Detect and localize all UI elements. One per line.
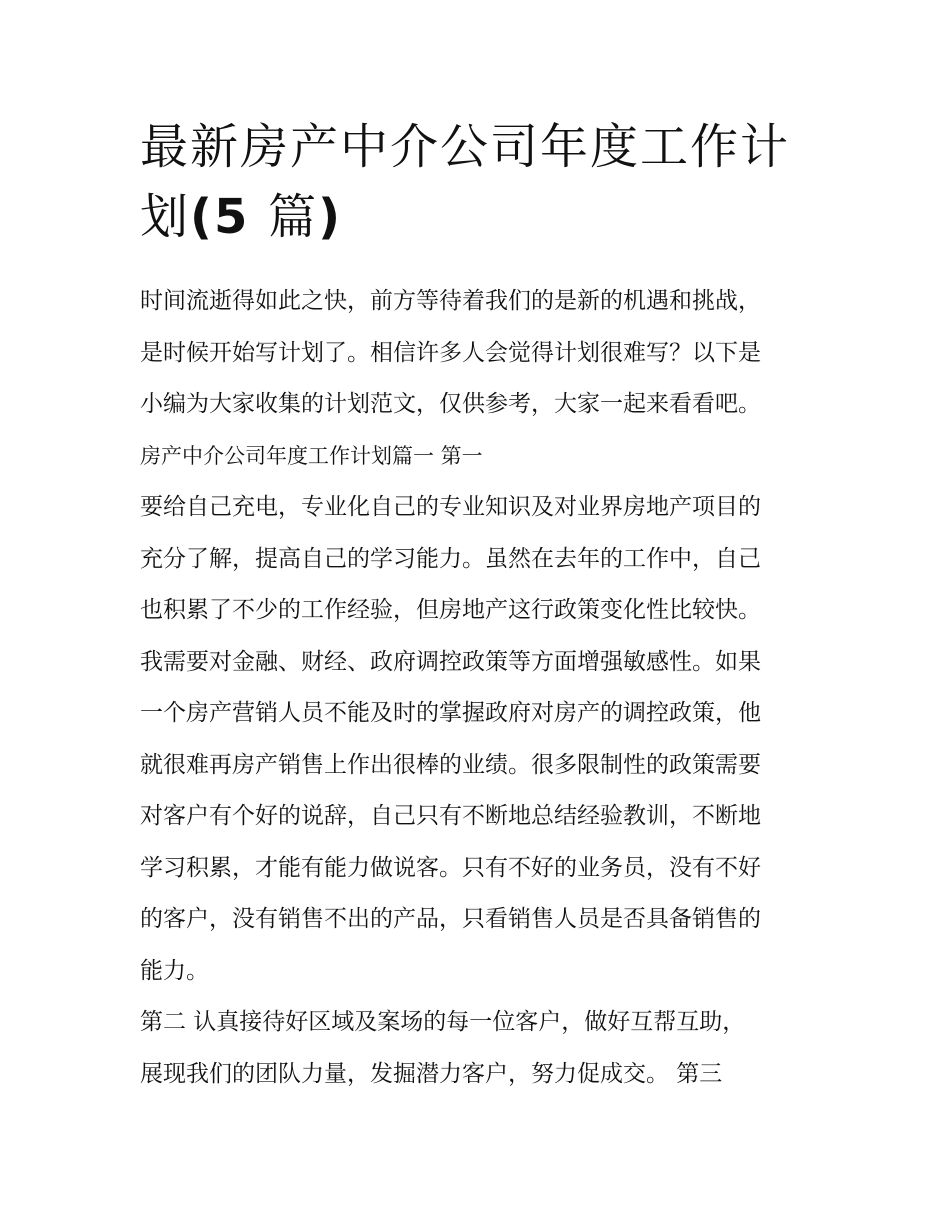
title-line-2-end: ) [318, 189, 343, 245]
section-heading: 房产中介公司年度工作计划篇一 第一 [140, 443, 483, 468]
body-line: 要给自己充电，专业化自己的专业知识及对业界房地产项目的 [140, 494, 761, 520]
body-line: 时间流逝得如此之快，前方等待着我们的是新的机遇和挑战， [140, 288, 761, 314]
body-line: 是时候开始写计划了。相信许多人会觉得计划很难写？以下是 [140, 339, 761, 366]
body-line: 就很难再房产销售上作出很棒的业绩。很多限制性的政策需要 [140, 751, 761, 778]
title-line-2-bold: (5 [190, 189, 269, 245]
body-line: 也积累了不少的工作经验，但房地产这行政策变化性比较快。 [140, 597, 761, 623]
title-line-2-mid: 篇 [268, 189, 319, 245]
document-body [140, 276, 820, 1100]
body-line: 能力。 [140, 957, 209, 984]
body-line: 展现我们的团队力量，发掘潜力客户，努力促成交。 第三 [140, 1060, 723, 1087]
body-line: 我需要对金融、财经、政府调控政策等方面增强敏感性。如果 [140, 648, 761, 675]
document-page [140, 112, 820, 1100]
body-line: 充分了解，提高自己的学习能力。虽然在去年的工作中，自己 [140, 545, 761, 572]
body-line: 对客户有个好的说辞，自己只有不断地总结经验教训，不断地 [140, 803, 761, 829]
document-title [140, 112, 820, 252]
body-line: 小编为大家收集的计划范文，仅供参考，大家一起来看看吧。 [140, 391, 761, 417]
title-line-2-pre: 划 [140, 189, 191, 245]
title-line-2 [140, 182, 820, 252]
body-line: 学习积累，才能有能力做说客。只有不好的业务员，没有不好 [140, 854, 761, 881]
title-line-1: 最新房产中介公司年度工作计 [140, 119, 791, 175]
body-line: 第二 认真接待好区域及案场的每一位客户，做好互帮互助， [140, 1009, 746, 1035]
body-line: 的客户，没有销售不出的产品，只看销售人员是否具备销售的 [140, 906, 761, 932]
body-line: 一个房产营销人员不能及时的掌握政府对房产的调控政策，他 [140, 700, 761, 726]
